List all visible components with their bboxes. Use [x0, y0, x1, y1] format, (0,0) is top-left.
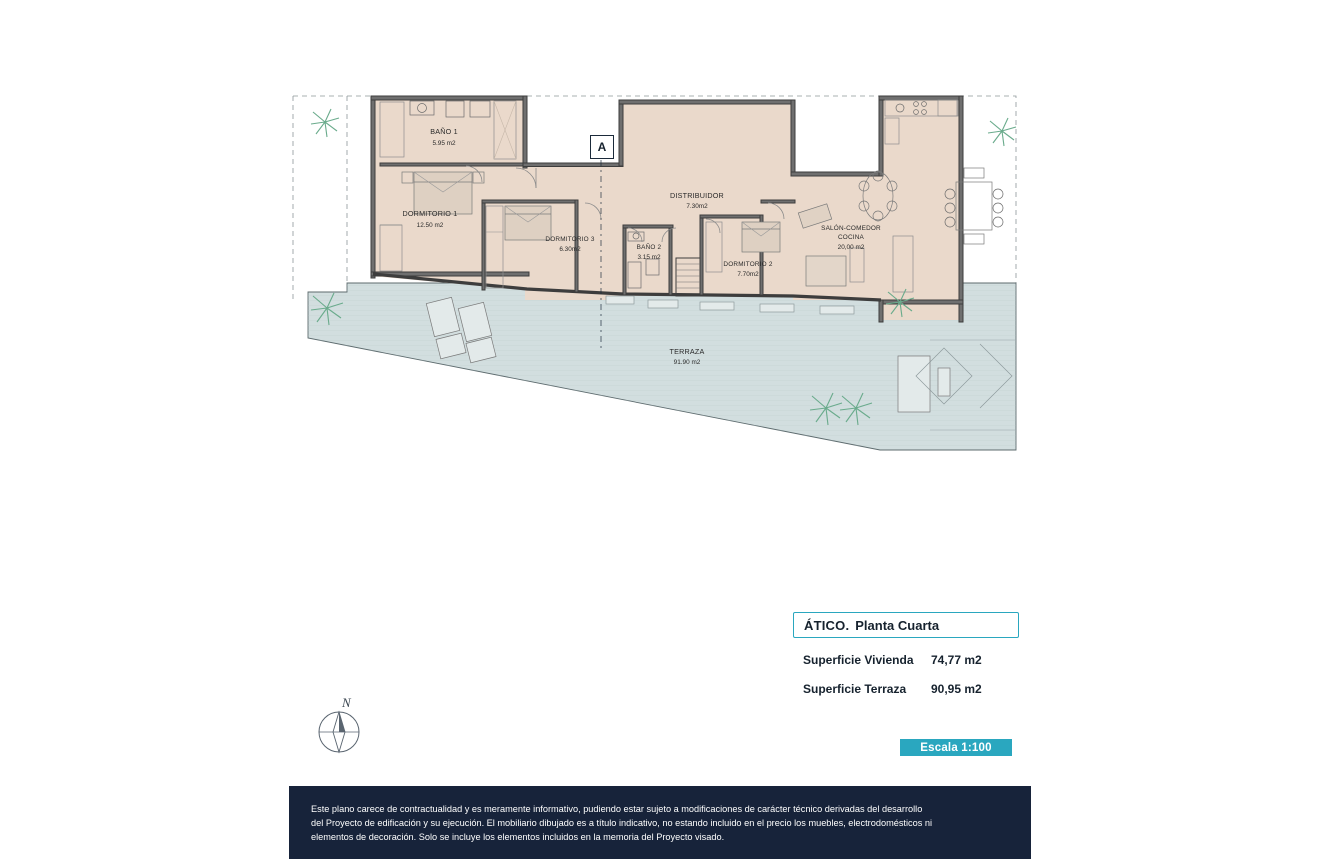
legend-row-vivienda — [793, 653, 1019, 667]
room-area-dormitorio2: 7.70m2 — [737, 271, 759, 278]
room-area-dormitorio3: 6.30m2 — [559, 246, 581, 253]
room-label-bano1: BAÑO 1 — [430, 127, 458, 136]
room-area-terraza: 91.90 m2 — [673, 359, 701, 366]
room-label-distribuidor: DISTRIBUIDOR — [670, 191, 724, 200]
legend-title-box — [793, 612, 1019, 638]
disclaimer-line-2: del Proyecto de edificación y su ejecución. El mobiliario dibujado es a título indicativo, no estando incluido en el precio los muebles, electrodomésticos ni — [311, 817, 933, 828]
scale-badge: Escala 1:100 — [900, 739, 1012, 756]
disclaimer-line-3: elementos de decoración. Solo se incluye los elementos incluidos en la memoria del Proyecto visado. — [311, 831, 725, 842]
section-marker-a: A — [590, 135, 614, 159]
legend-label-vivienda: Superficie Vivienda — [803, 653, 914, 667]
legend-title-main: ÁTICO. — [804, 617, 850, 633]
room-label-dormitorio1: DORMITORIO 1 — [402, 209, 458, 218]
room-label-bano2: BAÑO 2 — [636, 244, 662, 251]
legend-value-vivienda: 74,77 m2 — [931, 653, 982, 667]
compass-rose — [306, 692, 372, 758]
legend-title-sub: Planta Cuarta — [855, 617, 940, 633]
room-area-bano2: 3.15 m2 — [637, 254, 661, 261]
room-area-dormitorio1: 12.50 m2 — [416, 222, 444, 229]
legend-row-terraza — [793, 682, 1019, 696]
compass-icon — [306, 692, 372, 758]
legend-value-terraza: 90,95 m2 — [931, 682, 982, 696]
room-label-dormitorio3: DORMITORIO 3 — [545, 236, 595, 243]
room-area-distribuidor: 7.30m2 — [686, 203, 708, 210]
room-label-cocina: COCINA — [837, 234, 865, 241]
disclaimer-line-1: Este plano carece de contractualidad y es meramente informativo, pudiendo estar sujeto a modificaciones de carácter técnico derivadas del desarrollo — [311, 804, 923, 814]
room-label-dormitorio2: DORMITORIO 2 — [723, 261, 773, 268]
disclaimer-banner — [289, 786, 1031, 859]
legend-panel — [793, 612, 1019, 696]
room-label-terraza: TERRAZA — [669, 347, 705, 356]
legend-label-terraza: Superficie Terraza — [803, 682, 907, 696]
room-area-bano1: 5.95 m2 — [432, 140, 456, 147]
room-label-salon: SALÓN-COMEDOR — [821, 225, 881, 232]
compass-north-label: N — [342, 695, 351, 710]
room-area-cocina: 20,00 m2 — [837, 244, 865, 251]
